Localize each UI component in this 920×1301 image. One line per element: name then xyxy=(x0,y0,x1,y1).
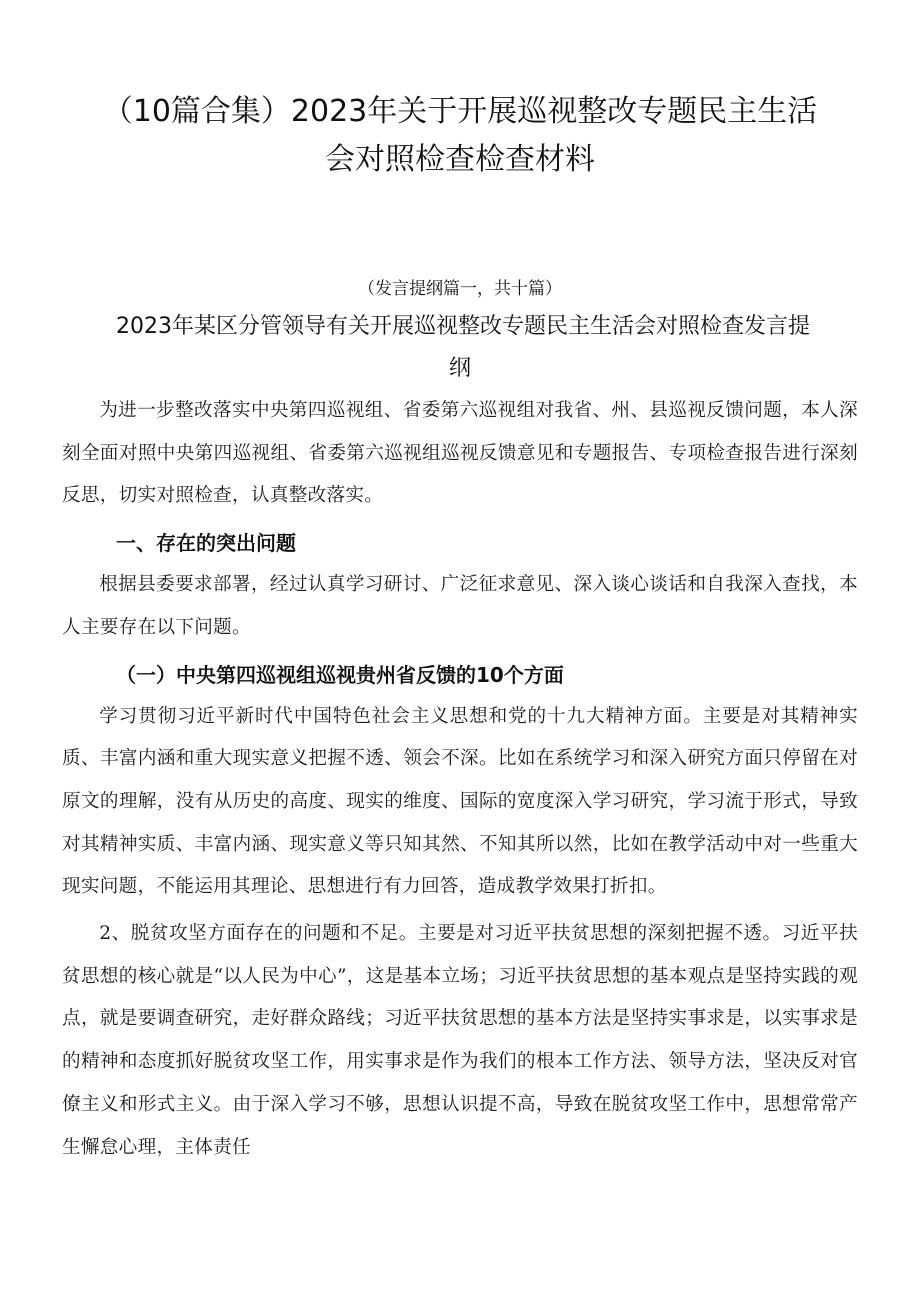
document-title-line-1: （10篇合集）2023年关于开展巡视整改专题民主生活 xyxy=(102,94,818,129)
section-paragraph-problems: 根据县委要求部署，经过认真学习研讨、广泛征求意见、深入谈心谈话和自我深入查找，本人主要存在以下问题。 xyxy=(62,574,858,638)
intro-paragraph: 为进一步整改落实中央第四巡视组、省委第六巡视组对我省、州、县巡视反馈问题，本人深刻全面对照中央第四巡视组、省委第六巡视组巡视反馈意见和专题报告、专项检查报告进行深刻反思，切实对照检查，认真整改落实。 xyxy=(62,400,858,507)
paragraph-poverty: 2、脱贫攻坚方面存在的问题和不足。主要是对习近平扶贫思想的深刻把握不透。习近平扶贫思想的核心就是“以人民为中心”，这是基本立场；习近平扶贫思想的基本观点是坚持实践的观点，就是要调查研究，走好群众路线；习近平扶贫思想的基本方法是坚持实事求是，以实事求是的精神和态度抓好脱贫攻坚工作，用实事求是作为我们的根本工作方法、领导方法，坚决反对官僚主义和形式主义。由于深入学习不够，思想认识提不高，导致在脱贫攻坚工作中，思想常常产生懈怠心理，主体责任 xyxy=(62,923,858,1158)
paragraph-study: 学习贯彻习近平新时代中国特色社会主义思想和党的十九大精神方面。主要是对其精神实质、丰富内涵和重大现实意义把握不透、领会不深。比如在系统学习和深入研究方面只停留在对原文的理解，没有从历史的高度、现实的维度、国际的宽度深入学习研究，学习流于形式，导致对其精神实质、丰富内涵、现实意义等只知其然、不知其所以然，比如在教学活动中对一些重大现实问题，不能运用其理论、思想进行有力回答，造成教学效果打折扣。 xyxy=(62,705,858,898)
speech-heading-line-2: 纲 xyxy=(448,356,471,381)
document-title xyxy=(62,88,858,184)
document-title-line-2: 会对照检查检查材料 xyxy=(325,142,595,177)
section-heading-problems: 一、存在的突出问题 xyxy=(116,531,296,556)
speech-heading xyxy=(62,306,858,390)
speech-heading-line-1: 2023年某区分管领导有关开展巡视整改专题民主生活会对照检查发言提 xyxy=(116,314,810,339)
subsection-heading-central: （一）中央第四巡视组巡视贵州省反馈的10个方面 xyxy=(116,662,564,687)
document-subtitle: （发言提纲篇一，共十篇） xyxy=(358,279,562,299)
